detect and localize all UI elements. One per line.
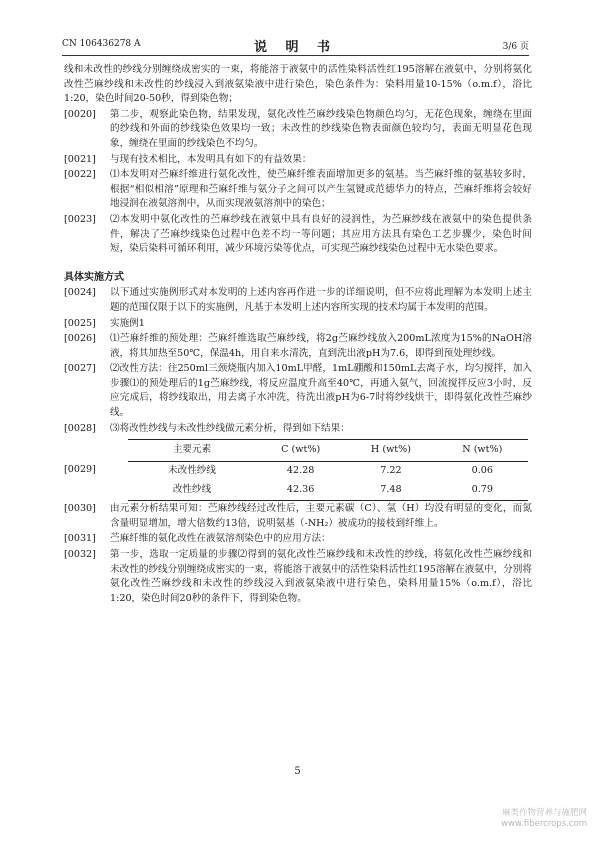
table-cell: 未改性纱线: [168, 465, 216, 477]
paragraph-number: [0022]: [64, 169, 96, 181]
table-row: [128, 462, 528, 482]
paragraph-number: [0020]: [64, 108, 96, 120]
table-cell: 42.28: [286, 465, 315, 477]
document-type-title: 说 明 书: [253, 40, 338, 55]
column-header: C (wt%): [256, 440, 345, 462]
column-header: 主要元素: [128, 440, 256, 462]
paragraph-text: 苎麻纤维的氨化改性在液氨溶剂染色中的应用方法：: [110, 533, 331, 545]
document-body: [64, 63, 532, 606]
header-divider: [62, 55, 529, 56]
column-header: H (wt%): [345, 440, 436, 462]
page-indicator: 3/6 页: [502, 42, 529, 52]
paragraph-number: [0031]: [64, 533, 96, 545]
paragraph-0031: [64, 532, 532, 547]
paragraph-text: 与现有技术相比，本发明具有如下的有益效果：: [110, 153, 312, 165]
paragraph-text: ⑶将改性纱线与未改性纱线做元素分析，得到如下结果：: [110, 422, 350, 434]
paragraph-text: 以下通过实施例形式对本发明的上述内容再作进一步的详细说明，但不应将此理解为本发明上述主题的范围仅限于以下的实施例，凡基于本发明上述内容所实现的技术均属于本发明的范围。: [110, 287, 532, 313]
paragraph-0022: [64, 168, 532, 212]
paragraph-text: 实施例1: [110, 317, 145, 329]
paragraph-0028: [64, 422, 532, 437]
table-cell: 7.48: [345, 481, 436, 501]
paragraph-number: [0024]: [64, 287, 96, 299]
paragraph-number: [0021]: [64, 153, 96, 165]
section-heading: 具体实施方式: [64, 271, 124, 283]
table-cell: 0.79: [437, 481, 528, 501]
paragraph-0021: [64, 153, 532, 168]
paragraph-0027: [64, 362, 532, 420]
table-header-row: [128, 440, 528, 462]
paragraph-text: 由元素分析结果可知：苎麻纱线经过改性后，主要元素碳（C）、氢（H）均没有明显的变化，而氮含量明显增加，增大倍数约13倍，说明氨基（-NH₂）被成功的接枝到纤维上。: [110, 503, 532, 529]
table-cell: 改性纱线: [128, 481, 256, 501]
column-header: N (wt%): [437, 440, 528, 462]
site-watermark: [501, 808, 587, 830]
table-cell: 42.36: [256, 481, 345, 501]
elemental-analysis-table: [128, 439, 528, 501]
paragraph-text: ⑵本发明中氨化改性的苎麻纱线在液氨中具有良好的浸润性，为苎麻纱线在液氨中的染色提供条件，解决了苎麻纱线染色过程中色差不均一等问题；其应用方法具有染色工艺步骤少，染色时间短，染后染料可循环利用，减少环境污染等优点，可实现苎麻纱线染色过程中无水染色要求。: [110, 213, 532, 255]
intro-continuation: 线和未改性的纱线分别缠绕成密实的一束，将能溶于液氨中的活性染料活性红195溶解在液氨中，分别将氨化改性苎麻纱线和未改性的纱线浸入到液氨染液中进行染色，染色条件为：染料用量10-15%（o.m.f），浴比1:20，染色时间20-50秒，得到染色物；: [64, 64, 532, 105]
table-cell: 0.06: [471, 465, 493, 477]
paragraph-number: [0030]: [64, 503, 96, 515]
paragraph-0025: [64, 317, 532, 332]
table-cell: 7.22: [380, 465, 402, 477]
paragraph-text: 第一步，选取一定质量的步骤⑵得到的氨化改性苎麻纱线和未改性的纱线，将氨化改性苎麻纱线和未改性的纱线分别缠绕成密实的一束，将能溶于液氨中的活性染料活性红195溶解在液氨中，分别将氨化改性苎麻纱线和未改性的纱线浸入到液氨染液中进行染色，染料用量15%（o.m.f），浴比1:20，染色时间20秒的条件下，得到染色物。: [110, 549, 532, 604]
paragraph-number: [0026]: [64, 333, 96, 345]
paragraph-0020: [64, 108, 532, 152]
paragraph-text: 第二步，观察此染色物，结果发现，氨化改性苎麻纱线染色物颜色均匀，无花色现象，缠绕在里面的纱线和外面的纱线染色效果均一致；未改性的纱线染色物表面颜色较均匀，表面无明显花色现象，缠绕在里面的纱线染色不均匀。: [110, 108, 532, 149]
patent-number: CN 106436278 A: [62, 39, 141, 49]
paragraph-text: ⑵改性方法：往250ml三颈烧瓶内加入10mL甲醛，1mL硼酸和150mL去离子水，均匀搅拌，加入步骤⑴的预处理后的1g苎麻纱线，将反应温度升高至40℃，再通入氨气，回流搅拌反应3小时，反应完成后，将纱线取出，用去离子水冲洗，待洗出液pH为6-7时将纱线烘干，即得氨化改性苎麻纱线。: [110, 363, 532, 419]
paragraph-number: [0025]: [64, 317, 96, 329]
page-header: [62, 36, 529, 54]
table-row: [128, 481, 528, 501]
paragraph-0030: [64, 502, 532, 531]
watermark-site-name: 麻类作物营养与施肥网: [501, 808, 587, 818]
paragraph-number: [0032]: [64, 549, 96, 561]
watermark-url: www.fibercrops.com: [501, 819, 587, 829]
paragraph-number: [0027]: [64, 363, 96, 375]
paragraph-number: [0029]: [64, 463, 96, 475]
page-number: 5: [294, 766, 301, 777]
paragraph-0026: [64, 332, 532, 361]
paragraph-0024: [64, 286, 532, 315]
paragraph-0023: [64, 213, 532, 257]
paragraph-text: ⑴本发明对苎麻纤维进行氨化改性，使苎麻纤维表面增加更多的氨基。当苎麻纤维的氨基较多时，根据“相似相溶”原理和苎麻纤维与氨分子之间可以产生氢键或范德华力的特点，苎麻纤维将会较好地浸润在液氨溶剂中，从而实现液氨溶剂中的染色；: [110, 169, 532, 210]
paragraph-number: [0028]: [64, 422, 96, 434]
paragraph-number: [0023]: [64, 213, 96, 225]
paragraph-0032: [64, 548, 532, 606]
paragraph-0029: [64, 439, 532, 501]
paragraph-text: ⑴苎麻纤维的预处理：苎麻纤维选取苎麻纱线，将2g苎麻纱线放入200mL浓度为15%的NaOH溶液，将其加热至50℃，保温4h，用自来水清洗，直到洗出液pH为7.6，即得到预处理纱线。: [110, 333, 532, 359]
